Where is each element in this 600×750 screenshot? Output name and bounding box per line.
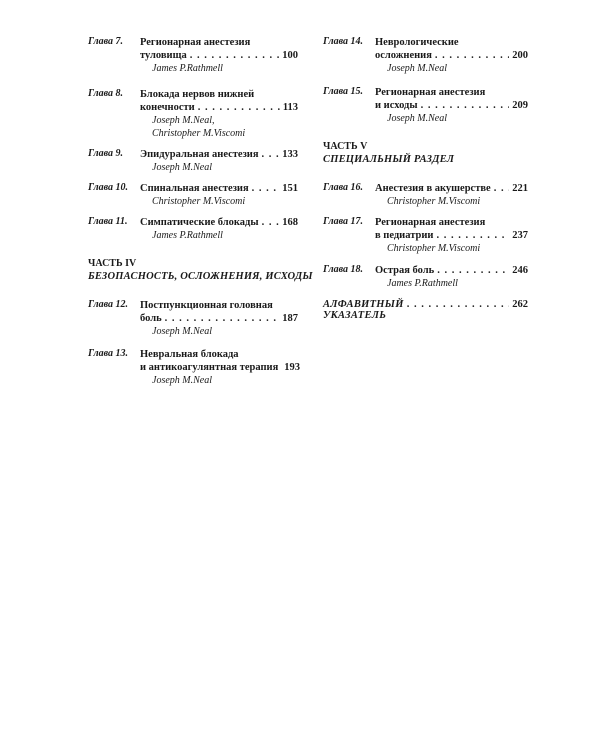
chapter-author: Joseph M.Neal: [387, 63, 447, 74]
chapter-label: Глава 13.: [88, 348, 129, 359]
chapter-author: James P.Rathmell: [152, 230, 223, 241]
leader-dots: [165, 312, 280, 325]
chapter-author: James P.Rathmell: [152, 63, 223, 74]
chapter-title-line: туловища: [140, 50, 187, 61]
chapter-author: Christopher M.Viscomi: [152, 196, 246, 207]
chapter-label: Глава 12.: [88, 299, 129, 310]
chapter-title-line: Регионарная анестезия: [140, 37, 251, 48]
chapter-title-line: и антикоагулянтная терапия: [140, 362, 279, 373]
chapter-label: Глава 14.: [323, 36, 364, 47]
chapter-title-line: Спинальная анестезия: [140, 183, 249, 194]
part-title: СПЕЦИАЛЬНЫЙ РАЗДЕЛ: [323, 154, 455, 165]
chapter-title-line: и исходы: [375, 100, 418, 111]
leader-dots: [421, 99, 510, 112]
page-number: 187: [282, 313, 298, 324]
part-heading: ЧАСТЬ IV: [88, 258, 137, 269]
chapter-author: Christopher M.Viscomi: [387, 196, 481, 207]
chapter-title-line: Неврологические: [375, 37, 459, 48]
chapter-author: Joseph M.Neal: [152, 375, 212, 386]
page-number: 151: [282, 183, 298, 194]
chapter-title-line: Постпункционная головная: [140, 300, 273, 311]
chapter-author: James P.Rathmell: [387, 278, 458, 289]
chapter-author: Joseph M.Neal,: [152, 115, 215, 126]
chapter-title-line: Блокада нервов нижней: [140, 89, 255, 100]
leader-dots: [190, 49, 280, 62]
chapter-label: Глава 18.: [323, 264, 364, 275]
chapter-title-line: осложнения: [375, 50, 432, 61]
chapter-label: Глава 16.: [323, 182, 364, 193]
index-title: АЛФАВИТНЫЙ УКАЗАТЕЛЬ: [323, 299, 404, 321]
leader-dots: [437, 264, 509, 277]
chapter-title-line: Невральная блокада: [140, 349, 239, 360]
part-heading: ЧАСТЬ V: [323, 141, 368, 152]
chapter-title-line: Симпатические блокады: [140, 217, 259, 228]
chapter-title-line: Регионарная анестезия: [375, 217, 486, 228]
page-number: 113: [282, 102, 298, 113]
chapter-title-line: Эпидуральная анестезия: [140, 149, 259, 160]
page-number: 209: [512, 100, 528, 111]
leader-dots: [435, 49, 509, 62]
chapter-title-line: в педиатрии: [375, 230, 434, 241]
page-number: 200: [512, 50, 528, 61]
page-number: 168: [282, 217, 298, 228]
page-number: 237: [512, 230, 528, 241]
page-number: 221: [512, 183, 528, 194]
chapter-label: Глава 11.: [88, 216, 128, 227]
leader-dots: [252, 182, 280, 195]
chapter-title-line: боль: [140, 313, 162, 324]
chapter-author: Joseph M.Neal: [387, 113, 447, 124]
chapter-label: Глава 10.: [88, 182, 129, 193]
leader-dots: [436, 229, 509, 242]
chapter-label: Глава 9.: [88, 148, 124, 159]
chapter-label: Глава 7.: [88, 36, 124, 47]
chapter-label: Глава 8.: [88, 88, 124, 99]
page-number: 246: [512, 265, 528, 276]
chapter-author: Christopher M.Viscomi: [152, 128, 246, 139]
leader-dots: [262, 216, 280, 229]
leader-dots: [198, 101, 280, 114]
chapter-title-line: Регионарная анестезия: [375, 87, 486, 98]
chapter-author: Christopher M.Viscomi: [387, 243, 481, 254]
chapter-label: Глава 17.: [323, 216, 364, 227]
page-number: 133: [282, 149, 298, 160]
part-title: БЕЗОПАСНОСТЬ, ОСЛОЖНЕНИЯ, ИСХОДЫ: [88, 271, 313, 282]
chapter-title-line: Анестезия в акушерстве: [375, 183, 491, 194]
page-number: 100: [282, 50, 298, 61]
leader-dots: [494, 182, 510, 195]
page-number: 262: [512, 299, 528, 310]
chapter-author: Joseph M.Neal: [152, 326, 212, 337]
chapter-title-line: Острая боль: [375, 265, 435, 276]
chapter-title-line: конечности: [140, 102, 195, 113]
chapter-label: Глава 15.: [323, 86, 364, 97]
page-number: 193: [284, 362, 301, 373]
toc-entry-index[interactable]: [323, 299, 528, 321]
leader-dots: [262, 148, 280, 161]
leader-dots: [407, 299, 510, 310]
chapter-author: Joseph M.Neal: [152, 162, 212, 173]
